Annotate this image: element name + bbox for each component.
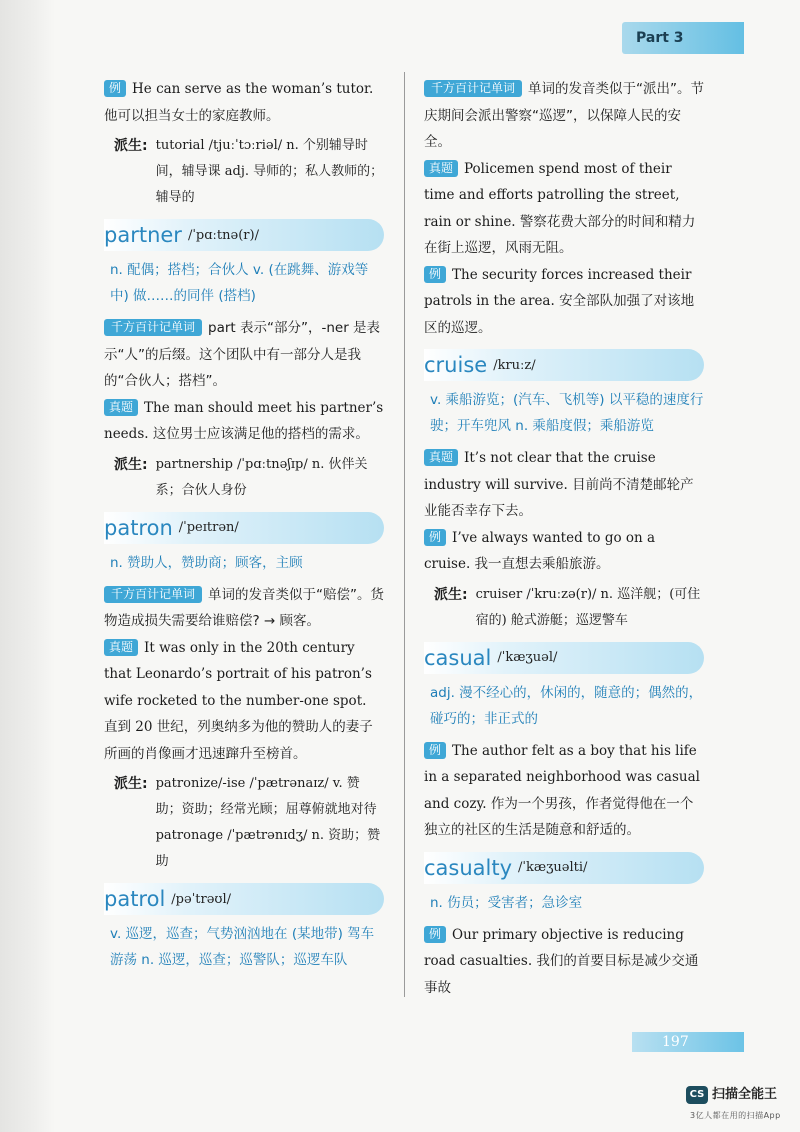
- example-cruise: [424, 525, 704, 578]
- exam-badge: 真题: [424, 160, 458, 177]
- exam-patron: [104, 635, 384, 768]
- headword-text: partner: [104, 223, 182, 247]
- memory-partner: [104, 315, 384, 395]
- definition-partner: n. 配偶；搭档；合伙人 v. (在跳舞、游戏等中) 做……的同伴 (搭档): [110, 262, 369, 304]
- definition-patron: n. 赞助人，赞助商；顾客，主顾: [110, 554, 303, 571]
- derivative-cruise: [434, 582, 704, 634]
- headword-ipa: /pəˈtrəʊl/: [171, 891, 231, 907]
- exam-badge: 真题: [104, 399, 138, 416]
- exam-cn: 目前尚不清楚邮轮产业能否幸存下去。: [424, 476, 694, 519]
- exam-cn: 这位男士应该满足他的搭档的需求。: [152, 426, 369, 442]
- memory-text: 单词的发音类似于“赔偿”。货物造成损失需要给谁赔偿? → 顾客。: [104, 586, 385, 629]
- example-badge: 例: [424, 266, 446, 283]
- exam-en: It was only in the 20th century that Leonardo’s portrait of his patron’s wife rocketed to the number-one spot.: [104, 639, 372, 709]
- derivative-text: cruiser /ˈkruːzə(r)/ n. 巡洋舰；(可住宿的) 舱式游艇；巡逻警车: [475, 586, 701, 628]
- headword-patron: [104, 512, 384, 544]
- headword-cruise: [424, 349, 704, 381]
- exam-en: The man should meet his partner’s needs.: [104, 399, 384, 442]
- part-tab: Part 3: [622, 22, 744, 54]
- derivative-text: tutorial /tjuːˈtɔːriəl/ n. 个别辅导时间，辅导课 adj. 导师的；私人教师的；辅导的: [155, 138, 384, 205]
- memory-badge: 千方百计记单词: [104, 319, 202, 336]
- watermark-tagline: 3亿人都在用的扫描App: [690, 1111, 781, 1120]
- example-en: I’ve always wanted to go on a cruise.: [424, 529, 656, 572]
- derivative-label: 派生:: [434, 586, 468, 603]
- scanner-watermark: [686, 1086, 796, 1126]
- headword-casualty: [424, 852, 704, 884]
- headword-ipa: /ˈpeɪtrən/: [178, 520, 239, 535]
- exam-badge: 真题: [104, 639, 138, 656]
- headword-text: patron: [104, 515, 173, 540]
- example-badge: 例: [424, 529, 446, 546]
- headword-ipa: /ˈpɑːtnə(r)/: [187, 227, 259, 243]
- derivative-text: patronize/-ise /ˈpætrənaɪz/ v. 赞助；资助；经常光顾；屈尊俯就地对待 patronage /ˈpætrənɪdʒ/ n. 资助；赞助: [155, 776, 381, 869]
- derivative-label: 派生:: [114, 456, 148, 473]
- definition-patrol: v. 巡逻，巡查；气势汹汹地在 (某地带) 驾车游荡 n. 巡逻，巡查；巡警队；巡逻车队: [110, 926, 375, 968]
- exam-badge: 真题: [424, 449, 458, 466]
- camscanner-logo-icon: CS: [686, 1086, 708, 1104]
- left-column: [104, 76, 384, 979]
- derivative-text: partnership /ˈpɑːtnəʃɪp/ n. 伙伴关系；合伙人身份: [155, 456, 368, 498]
- headword-text: cruise: [424, 353, 488, 377]
- memory-patrol: [424, 76, 704, 156]
- example-casual: [424, 738, 704, 844]
- exam-en: Policemen spend most of their time and efforts patrolling the street, rain or shine.: [424, 160, 680, 230]
- example-casualty: [424, 922, 704, 1002]
- exam-patrol: [424, 156, 704, 262]
- derivative-patron: [114, 771, 384, 875]
- example-badge: 例: [424, 742, 446, 759]
- derivative-label: 派生:: [114, 776, 148, 792]
- headword-partner: [104, 219, 384, 251]
- memory-text: 单词的发音类似于“派出”。节庆期间会派出警察“巡逻”，以保障人民的安全。: [424, 81, 705, 150]
- definition-cruise: v. 乘船游览；(汽车、飞机等) 以平稳的速度行驶；开车兜风 n. 乘船度假；乘船游览: [430, 392, 704, 434]
- example-en: The author felt as a boy that his life in a separated neighborhood was casual and cozy.: [424, 742, 700, 812]
- headword-ipa: /kruːz/: [493, 357, 536, 373]
- example-cn: 作为一个男孩，作者觉得他在一个独立的社区的生活是随意和舒适的。: [424, 795, 694, 838]
- example-cn: 我一直想去乘船旅游。: [474, 556, 610, 572]
- example-badge: 例: [424, 926, 446, 943]
- exam-en: It’s not clear that the cruise industry will survive.: [424, 450, 656, 493]
- exam-cruise: [424, 445, 704, 525]
- headword-ipa: /ˈkæʒuəlti/: [518, 860, 588, 875]
- exam-cn: 警察花费大部分的时间和精力在街上巡逻，风雨无阻。: [424, 213, 696, 256]
- headword-text: patrol: [104, 887, 166, 911]
- example-en: The security forces increased their patrols in the area.: [424, 266, 692, 309]
- headword-text: casualty: [424, 855, 513, 880]
- exam-partner: [104, 395, 384, 448]
- example-cn: 安全部队加强了对该地区的巡逻。: [424, 293, 695, 336]
- memory-text: part 表示“部分”，-ner 是表示“人”的后缀。这个团队中有一部分人是我的“合伙人；搭档”。: [104, 320, 381, 389]
- right-column: [424, 76, 704, 1001]
- derivative-partner: [114, 452, 384, 504]
- headword-ipa: /ˈkæʒuəl/: [497, 650, 558, 665]
- example-badge: 例: [104, 80, 126, 97]
- example-en: He can serve as the woman’s tutor.: [132, 81, 374, 97]
- memory-patron: [104, 582, 384, 635]
- headword-casual: [424, 642, 704, 674]
- example-tutor: [104, 76, 384, 129]
- derivative-tutor: [114, 133, 384, 211]
- example-cn: 我们的首要目标是减少交通事故: [424, 953, 699, 996]
- derivative-label: 派生:: [114, 138, 148, 154]
- column-divider: [404, 72, 405, 997]
- page-number: 197: [632, 1032, 744, 1052]
- example-en: Our primary objective is reducing road casualties.: [424, 926, 684, 969]
- exam-cn: 直到 20 世纪，列奥纳多为他的赞助人的妻子所画的肖像画才迅速蹿升至榜首。: [104, 719, 373, 762]
- headword-text: casual: [424, 645, 492, 670]
- definition-casual: adj. 漫不经心的，休闲的，随意的；偶然的，碰巧的；非正式的: [430, 684, 703, 727]
- memory-badge: 千方百计记单词: [424, 80, 522, 97]
- watermark-name: 扫描全能王: [712, 1087, 778, 1102]
- memory-badge: 千方百计记单词: [104, 586, 202, 603]
- example-patrol: [424, 262, 704, 342]
- definition-casualty: n. 伤员；受害者；急诊室: [430, 894, 583, 911]
- book-spine-shadow: [0, 0, 55, 1132]
- headword-patrol: [104, 883, 384, 915]
- example-cn: 他可以担当女士的家庭教师。: [104, 107, 280, 124]
